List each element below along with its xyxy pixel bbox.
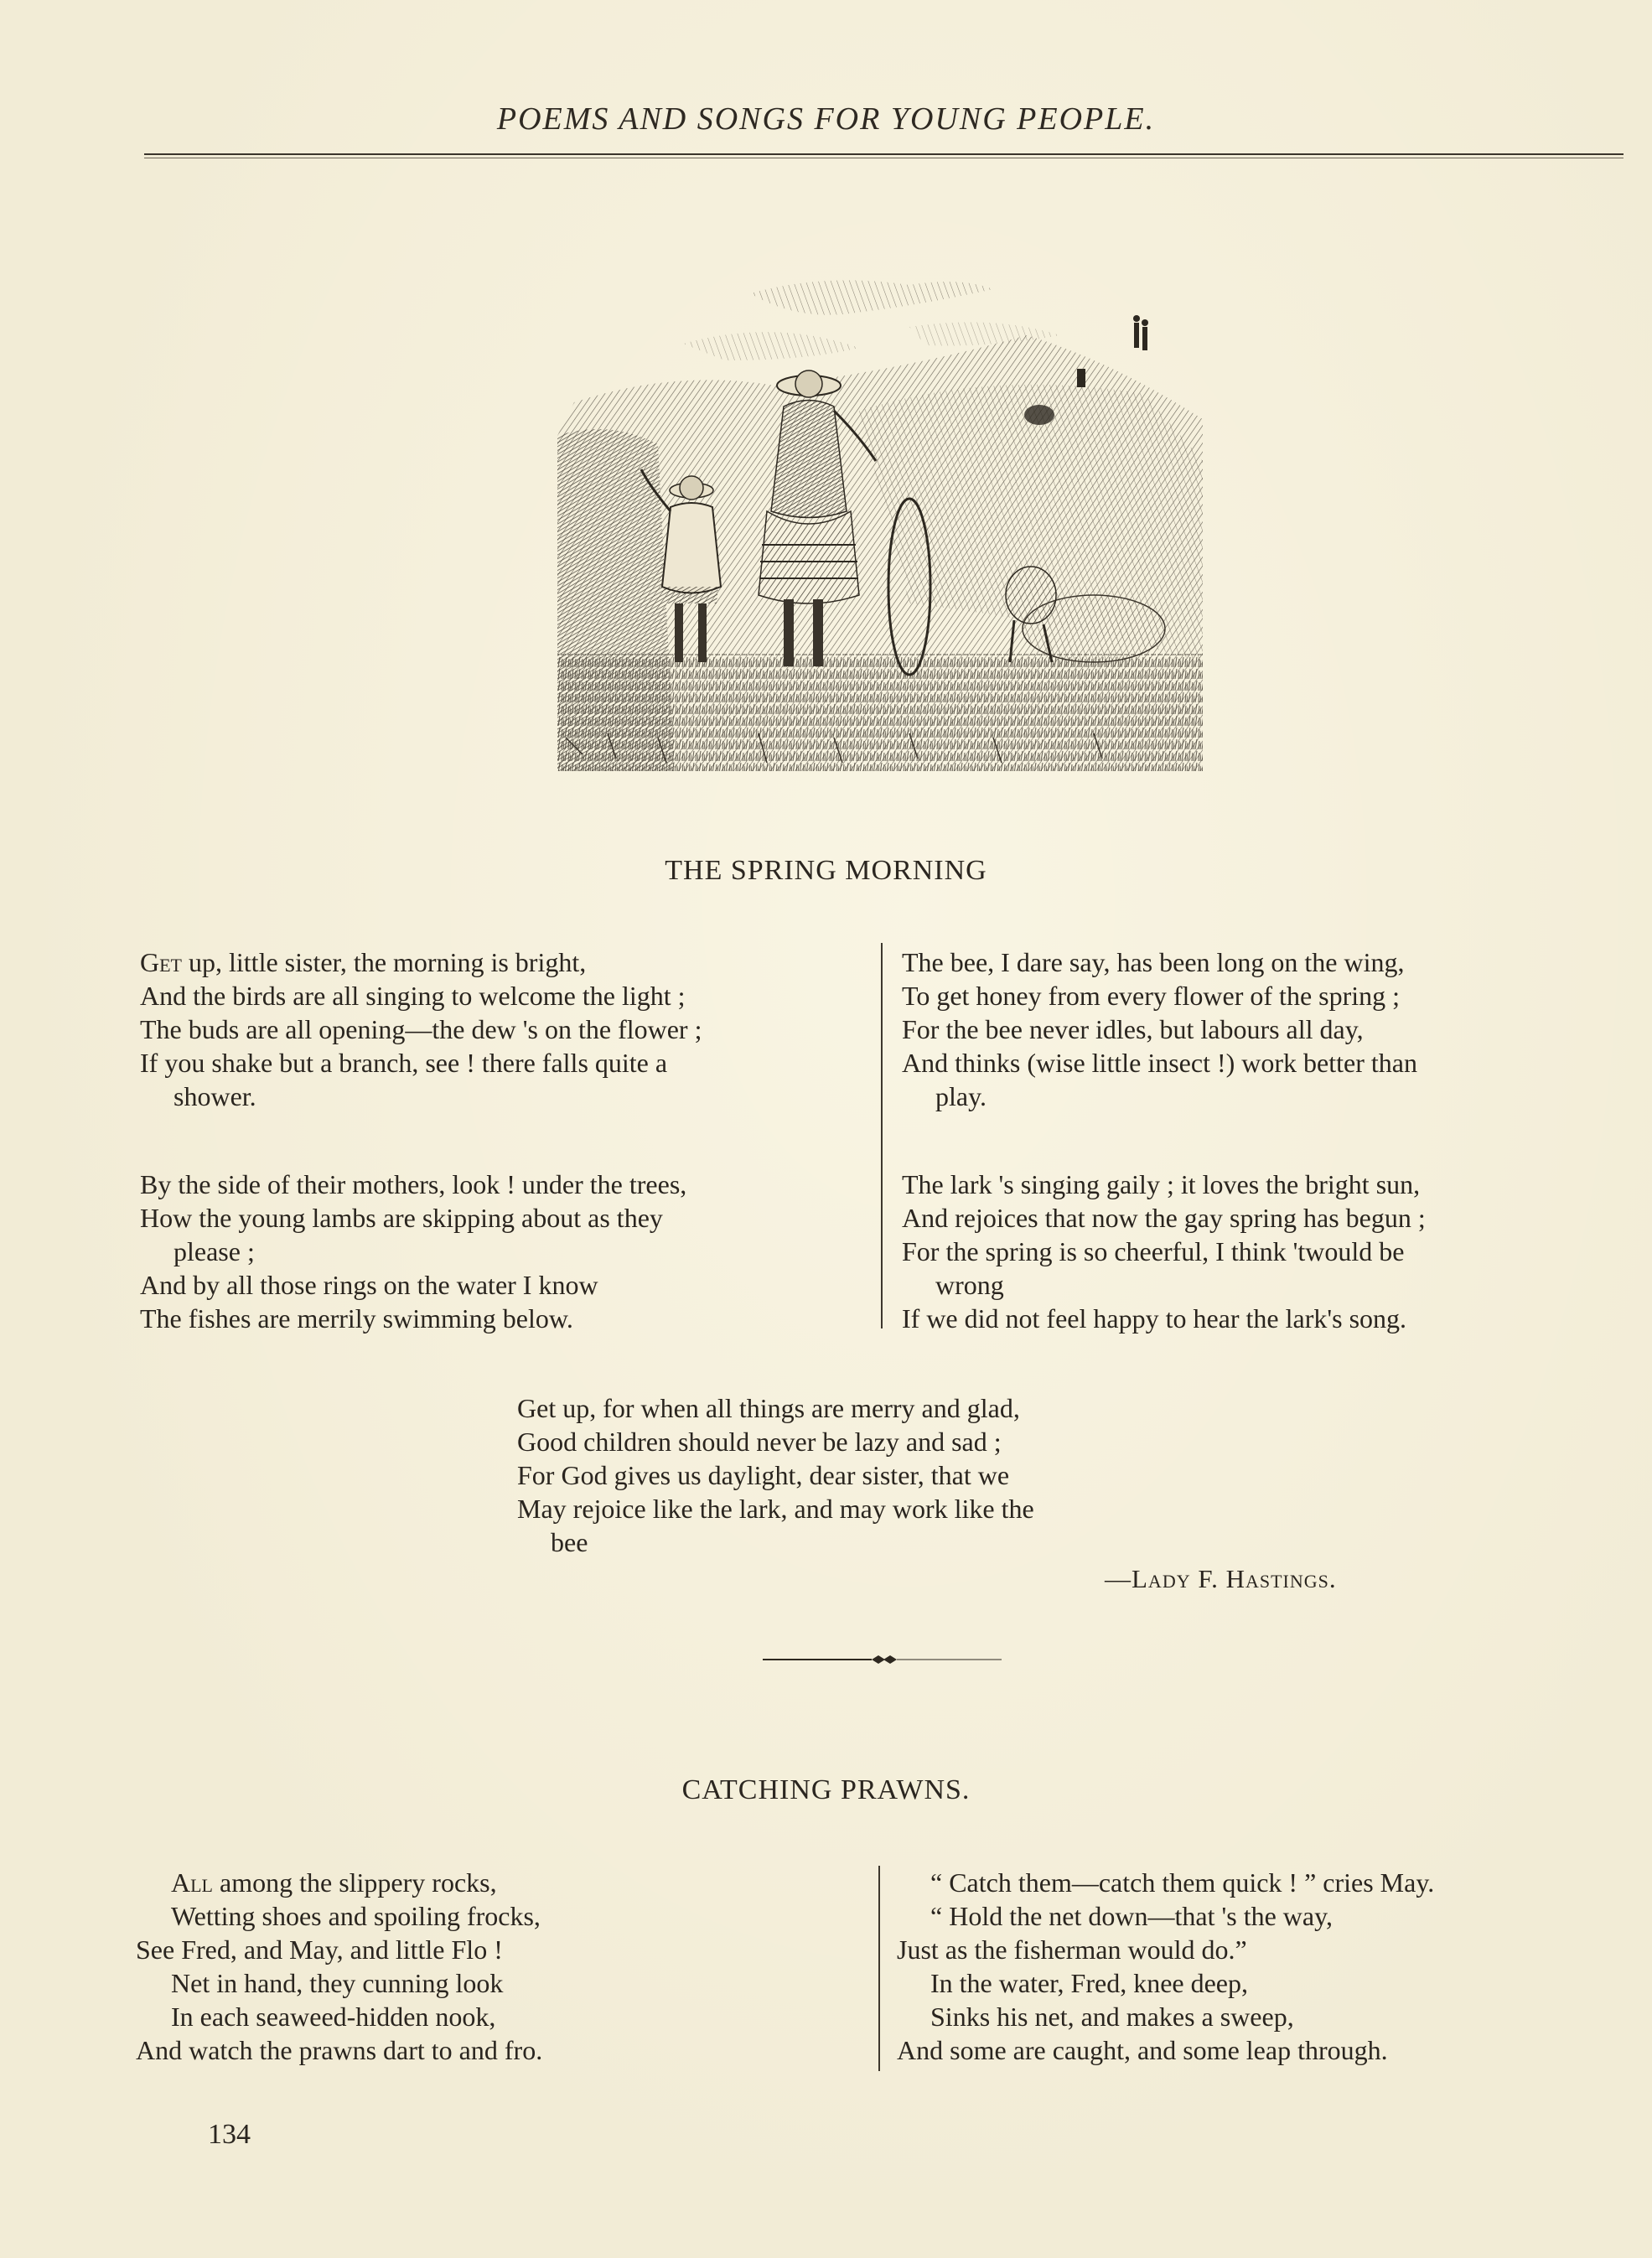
poem-line: To get honey from every flower of the spring ; bbox=[902, 981, 1401, 1011]
stanza-right-2 bbox=[902, 1168, 1426, 1335]
poem-line: If we did not feel happy to hear the lark's song. bbox=[902, 1303, 1407, 1334]
poem-line: And watch the prawns dart to and fro. bbox=[136, 2035, 543, 2065]
poem-line: And by all those rings on the water I know bbox=[140, 1270, 598, 1300]
poem-line: wrong bbox=[935, 1270, 1004, 1300]
poem-line-text: among the slippery rocks, bbox=[213, 1867, 497, 1898]
poem-title-catching-prawns: CATCHING PRAWNS. bbox=[681, 1774, 971, 1805]
stanza-prawns-right bbox=[897, 1866, 1434, 2067]
poem-line: And thinks (wise little insect !) work better than bbox=[902, 1048, 1417, 1078]
poem-line: May rejoice like the lark, and may work like the bbox=[517, 1494, 1034, 1524]
poem-line bbox=[136, 1866, 542, 1899]
poem-line: play. bbox=[935, 1081, 987, 1111]
poem-line: By the side of their mothers, look ! under the trees, bbox=[140, 1169, 687, 1199]
grass-foreground bbox=[557, 654, 1203, 771]
poem-line: The buds are all opening—the dew 's on the flower ; bbox=[140, 1014, 702, 1044]
poem-line: In the water, Fred, knee deep, bbox=[930, 1968, 1248, 1998]
dropword: Get bbox=[140, 947, 182, 977]
stanza-left-2 bbox=[140, 1168, 686, 1335]
stanza-left-1 bbox=[140, 945, 702, 1113]
running-head: POEMS AND SONGS FOR YOUNG PEOPLE. bbox=[496, 101, 1156, 137]
poem-line: shower. bbox=[173, 1081, 256, 1111]
poem-line: Net in hand, they cunning look bbox=[171, 1968, 504, 1998]
page-number: 134 bbox=[208, 2119, 251, 2150]
ornamental-divider bbox=[763, 1651, 1002, 1668]
poem-line: The fishes are merrily swimming below. bbox=[140, 1303, 573, 1334]
poem-line: For God gives us daylight, dear sister, that we bbox=[517, 1460, 1010, 1490]
poem-line: If you shake but a branch, see ! there falls quite a bbox=[140, 1048, 668, 1078]
poem-line: See Fred, and May, and little Flo ! bbox=[136, 1934, 503, 1965]
header-rule bbox=[144, 153, 1624, 158]
poem-line: For the bee never idles, but labours all day, bbox=[902, 1014, 1364, 1044]
stanza-right-1 bbox=[902, 945, 1417, 1113]
poem-line: Get up, for when all things are merry and glad, bbox=[517, 1393, 1020, 1423]
poem-line: How the young lambs are skipping about as they bbox=[140, 1203, 663, 1233]
poem-line: And the birds are all singing to welcome the light ; bbox=[140, 981, 686, 1011]
poem-line: “ Catch them—catch them quick ! ” cries May. bbox=[930, 1867, 1435, 1898]
poem-line: Good children should never be lazy and sad ; bbox=[517, 1427, 1002, 1457]
column-rule bbox=[878, 1866, 880, 2071]
poem-line: In each seaweed-hidden nook, bbox=[171, 2002, 496, 2032]
poem-line bbox=[140, 945, 702, 979]
poem-line: For the spring is so cheerful, I think 'twould be bbox=[902, 1236, 1405, 1266]
engraving-illustration bbox=[557, 268, 1203, 771]
poem-line: The lark 's singing gaily ; it loves the bright sun, bbox=[902, 1169, 1421, 1199]
poem-line: The bee, I dare say, has been long on the wing, bbox=[902, 947, 1405, 977]
poem-line: please ; bbox=[173, 1236, 255, 1266]
poem-line: And rejoices that now the gay spring has begun ; bbox=[902, 1203, 1426, 1233]
poem-line: Wetting shoes and spoiling frocks, bbox=[171, 1901, 541, 1931]
poem-line: Sinks his net, and makes a sweep, bbox=[930, 2002, 1294, 2032]
column-rule bbox=[881, 943, 883, 1328]
poem-line-text: up, little sister, the morning is bright, bbox=[182, 947, 587, 977]
poem-title-spring-morning: THE SPRING MORNING bbox=[665, 855, 987, 886]
poem-line: “ Hold the net down—that 's the way, bbox=[930, 1901, 1334, 1931]
attribution: —Lady F. Hastings. bbox=[1105, 1564, 1337, 1593]
dropword: All bbox=[171, 1867, 213, 1898]
poem-line: bee bbox=[551, 1527, 588, 1557]
stanza-closing bbox=[517, 1391, 1034, 1559]
poem-line: And some are caught, and some leap through. bbox=[897, 2035, 1388, 2065]
poem-line: Just as the fisherman would do.” bbox=[897, 1934, 1247, 1965]
stanza-prawns-left bbox=[136, 1866, 542, 2067]
